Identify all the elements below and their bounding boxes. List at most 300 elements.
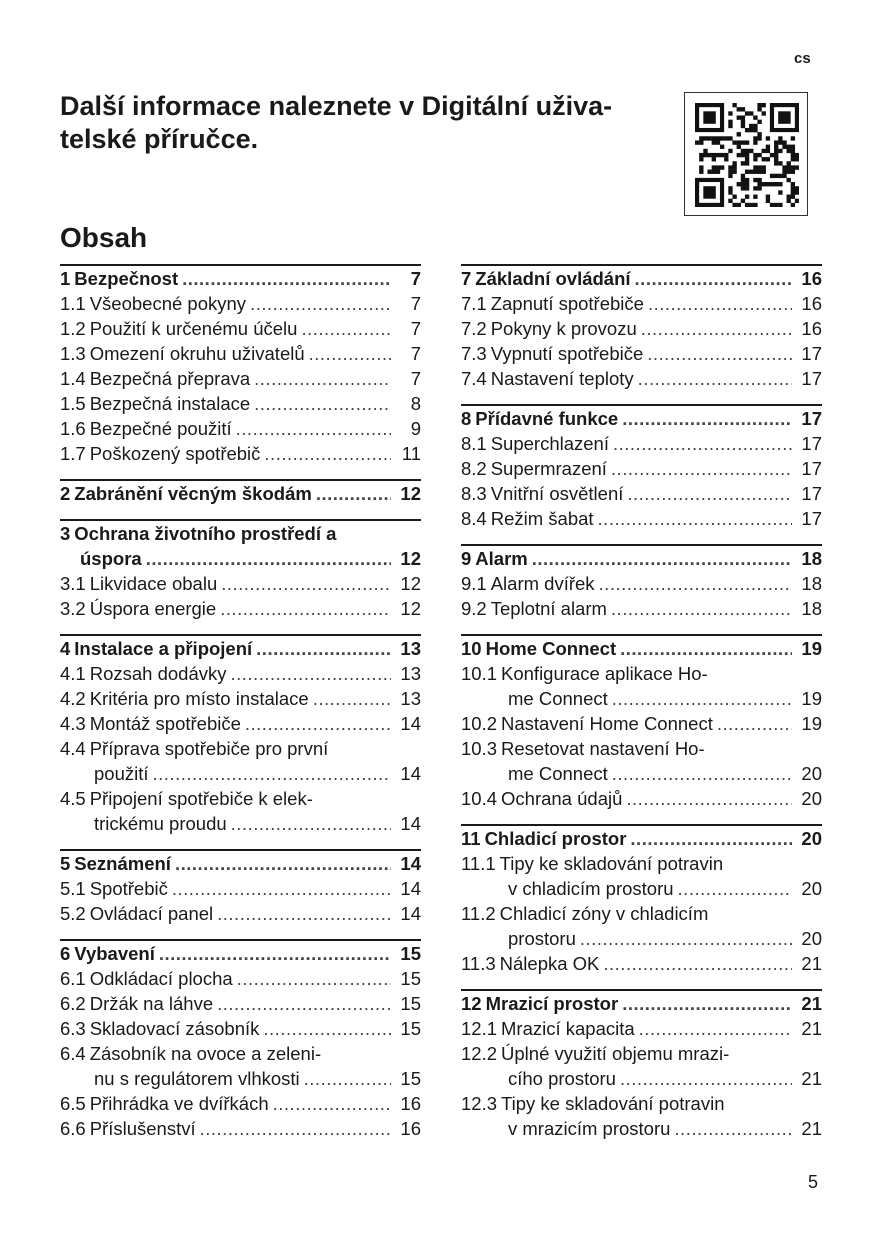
toc-section-1 [60,264,421,466]
entry-number: 3.1 [60,573,86,594]
entry-number: 1.1 [60,293,86,314]
entry-label: Ochrana údajů [501,788,623,809]
entry-page: 17 [801,368,822,389]
entry-label: Supermrazení [490,458,607,479]
leader-dots [626,786,792,811]
leader-dots [316,481,391,506]
leader-dots [641,316,792,341]
entry-number: 11.1 [461,853,496,874]
entry-page: 7 [410,268,421,289]
toc-entry[interactable] [461,341,822,366]
toc-entry-continuation[interactable] [60,1066,421,1091]
leader-dots [245,711,391,736]
toc-entry[interactable] [461,481,822,506]
entry-page: 17 [801,483,822,504]
entry-label: Montáž spotřebiče [89,713,241,734]
entry-page: 20 [801,928,822,949]
entry-page: 19 [801,638,822,659]
entry-page: 13 [400,638,421,659]
entry-page: 16 [801,268,822,289]
leader-dots [250,291,391,316]
entry-page: 17 [801,508,822,529]
entry-page: 21 [801,1118,822,1139]
leader-dots [647,341,792,366]
toc-entry[interactable] [60,1016,421,1041]
leader-dots [611,456,792,481]
entry-page: 16 [801,318,822,339]
toc-entry[interactable] [461,456,822,481]
entry-number: 6.4 [60,1043,86,1064]
entry-page: 16 [801,293,822,314]
entry-page: 14 [400,878,421,899]
entry-label-line-2: úspora [80,548,142,569]
leader-dots [639,1016,792,1041]
entry-label-line-2: me Connect [508,763,608,784]
toc-entry[interactable] [461,736,822,761]
entry-page: 12 [400,573,421,594]
toc-entry[interactable] [60,711,421,736]
toc-section-12 [461,989,822,1141]
toc-entry-continuation[interactable] [60,761,421,786]
entry-label: Instalace a připojení [74,638,253,659]
entry-page: 14 [400,903,421,924]
entry-page: 11 [401,443,421,464]
entry-number: 1.7 [60,443,86,464]
entry-label: Teplotní alarm [490,598,607,619]
qr-code-icon [695,103,799,207]
toc-entry[interactable] [60,291,421,316]
entry-page: 12 [400,598,421,619]
toc-entry[interactable] [461,851,822,876]
leader-dots [200,1116,391,1141]
entry-page: 18 [801,548,822,569]
toc-entry[interactable] [60,901,421,926]
entry-page: 19 [801,688,822,709]
entry-label-line-2: trickému proudu [94,813,227,834]
entry-number: 6.5 [60,1093,86,1114]
entry-number: 3.2 [60,598,86,619]
toc-entry[interactable] [461,506,822,531]
leader-dots [304,1066,391,1091]
entry-label: Vypnutí spotřebiče [490,343,644,364]
entry-label-line-1: Tipy ke skladování potravin [499,853,724,874]
toc-entry[interactable] [60,1116,421,1141]
entry-page: 14 [400,813,421,834]
toc-section-2 [60,479,421,506]
toc-entry[interactable] [60,416,421,441]
toc-entry[interactable] [60,661,421,686]
leader-dots [301,316,391,341]
toc-entry[interactable] [461,431,822,456]
toc-entry[interactable] [60,391,421,416]
leader-dots [612,686,792,711]
toc-entry[interactable] [60,366,421,391]
entry-label: Příslušenství [89,1118,196,1139]
toc-entry[interactable] [60,316,421,341]
entry-number: 1.6 [60,418,86,439]
toc-entry[interactable] [60,1041,421,1066]
entry-label-line-1: Tipy ke skladování potravin [501,1093,725,1114]
entry-page: 17 [801,343,822,364]
leader-dots [217,991,391,1016]
entry-label-line-2: cího prostoru [508,1068,616,1089]
entry-label: Nálepka OK [499,953,600,974]
entry-number: 4.3 [60,713,86,734]
entry-page: 17 [801,458,822,479]
entry-number: 12.2 [461,1043,498,1064]
entry-number: 9.1 [461,573,487,594]
entry-label: Zabránění věcným škodám [74,483,312,504]
entry-number: 1 [60,268,71,289]
entry-page: 21 [801,993,822,1014]
toc-entry[interactable] [60,736,421,761]
toc-entry[interactable] [461,316,822,341]
entry-page: 21 [801,1018,822,1039]
toc-entry[interactable] [60,991,421,1016]
entry-page: 21 [801,1068,822,1089]
toc-entry-continuation[interactable] [461,926,822,951]
entry-label: Režim šabat [490,508,594,529]
toc-title: Obsah [60,222,148,253]
toc-entry-continuation[interactable] [461,876,822,901]
entry-label: Použití k určenému účelu [89,318,298,339]
entry-number: 2 [60,483,71,504]
entry-label: Odkládací plocha [89,968,233,989]
toc-section-9 [461,544,822,621]
entry-label: Bezpečné použití [89,418,232,439]
entry-number: 10 [461,638,482,659]
entry-number: 5.1 [60,878,86,899]
leader-dots [175,851,391,876]
entry-page: 20 [801,763,822,784]
entry-number: 12.1 [461,1018,498,1039]
entry-page: 18 [801,598,822,619]
entry-label-line-2: v mrazicím prostoru [508,1118,671,1139]
toc-entry[interactable] [60,481,421,506]
toc-entry[interactable] [461,951,822,976]
entry-label-line-2: použití [94,763,149,784]
entry-number: 1.4 [60,368,86,389]
toc-entry[interactable] [461,991,822,1016]
leader-dots [182,266,391,291]
leader-dots [264,441,391,466]
entry-label: Nastavení Home Connect [501,713,713,734]
entry-number: 10.2 [461,713,498,734]
entry-page: 7 [410,318,421,339]
entry-number: 1.2 [60,318,86,339]
toc-entry[interactable] [461,1041,822,1066]
toc-entry[interactable] [461,291,822,316]
entry-number: 1.3 [60,343,86,364]
toc-entry[interactable] [60,851,421,876]
toc-entry[interactable] [60,786,421,811]
entry-page: 15 [400,1068,421,1089]
toc-column-right [461,264,822,1154]
entry-page: 12 [400,483,421,504]
entry-label: Nastavení teploty [490,368,634,389]
intro-heading [60,90,660,156]
entry-label: Mrazicí prostor [485,993,619,1014]
leader-dots [630,826,792,851]
entry-label: Home Connect [485,638,617,659]
entry-page: 15 [400,993,421,1014]
entry-label: Bezpečnost [74,268,179,289]
entry-number: 3 [60,523,71,544]
language-code: cs [794,50,811,67]
entry-label-line-1: Příprava spotřebiče pro první [89,738,329,759]
entry-page: 14 [400,763,421,784]
page-number: 5 [808,1172,819,1192]
entry-number: 10.3 [461,738,498,759]
leader-dots [159,941,391,966]
entry-label-line-2: prostoru [508,928,576,949]
toc-entry[interactable] [60,966,421,991]
entry-label: Seznámení [74,853,171,874]
entry-label: Rozsah dodávky [89,663,227,684]
entry-page: 14 [400,853,421,874]
leader-dots [620,1066,792,1091]
entry-label: Poškozený spotřebič [89,443,261,464]
toc-entry-continuation[interactable] [60,811,421,836]
toc-entry[interactable] [461,826,822,851]
leader-dots [580,926,792,951]
entry-page: 8 [410,393,421,414]
toc-entry[interactable] [461,1016,822,1041]
toc-entry-continuation[interactable] [461,1116,822,1141]
toc-section-5 [60,849,421,926]
entry-number: 8.2 [461,458,487,479]
leader-dots [717,711,792,736]
entry-label-line-1: Ochrana životního prostředí a [74,523,337,544]
entry-label: Alarm dvířek [490,573,595,594]
toc-section-11 [461,824,822,976]
leader-dots [611,596,792,621]
toc-entry[interactable] [461,1091,822,1116]
leader-dots [612,761,792,786]
toc-section-10 [461,634,822,811]
entry-page: 9 [410,418,421,439]
entry-page: 15 [400,968,421,989]
leader-dots [220,596,391,621]
entry-page: 17 [801,408,822,429]
leader-dots [635,266,792,291]
entry-label: Vybavení [74,943,155,964]
toc-entry[interactable] [461,711,822,736]
entry-page: 18 [801,573,822,594]
entry-number: 9 [461,548,472,569]
toc-entry-continuation[interactable] [461,1066,822,1091]
toc-entry[interactable] [461,571,822,596]
entry-label: Pokyny k provozu [490,318,637,339]
entry-label: Kritéria pro místo instalace [89,688,309,709]
toc-entry-continuation[interactable] [461,686,822,711]
leader-dots [678,876,792,901]
entry-number: 8.3 [461,483,487,504]
entry-page: 17 [801,433,822,454]
entry-number: 6.1 [60,968,86,989]
entry-number: 7.1 [461,293,487,314]
entry-number: 8 [461,408,472,429]
entry-label: Spotřebič [89,878,168,899]
leader-dots [674,1116,792,1141]
entry-number: 7.3 [461,343,487,364]
leader-dots [153,761,391,786]
leader-dots [648,291,792,316]
toc-entry[interactable] [60,636,421,661]
toc-entry[interactable] [461,901,822,926]
entry-number: 7 [461,268,472,289]
entry-label: Chladicí prostor [484,828,627,849]
toc-entry[interactable] [461,546,822,571]
leader-dots [627,481,792,506]
entry-label: Bezpečná instalace [89,393,251,414]
entry-number: 12 [461,993,482,1014]
entry-label: Mrazicí kapacita [501,1018,635,1039]
leader-dots [309,341,391,366]
entry-page: 12 [400,548,421,569]
leader-dots [256,636,391,661]
leader-dots [603,951,792,976]
entry-number: 4.2 [60,688,86,709]
entry-label: Ovládací panel [89,903,214,924]
entry-label-line-1: Zásobník na ovoce a zeleni- [89,1043,322,1064]
entry-label-line-1: Konfigurace aplikace Ho- [501,663,708,684]
entry-number: 12.3 [461,1093,498,1114]
entry-label-line-2: v chladicím prostoru [508,878,674,899]
leader-dots [313,686,391,711]
entry-label-line-1: Chladicí zóny v chladicím [499,903,709,924]
entry-label: Likvidace obalu [89,573,218,594]
toc-entry[interactable] [461,786,822,811]
leader-dots [638,366,792,391]
entry-page: 21 [801,953,822,974]
entry-label: Omezení okruhu uživatelů [89,343,305,364]
toc-section-3 [60,519,421,621]
intro-line-1: Další informace naleznete v Digitální uživa- [60,91,613,121]
entry-page: 20 [801,878,822,899]
leader-dots [217,901,391,926]
toc-entry[interactable] [461,636,822,661]
entry-label: Úspora energie [89,598,217,619]
entry-page: 13 [400,688,421,709]
entry-page: 13 [400,663,421,684]
entry-label-line-1: Resetovat nastavení Ho- [501,738,705,759]
toc-entry[interactable] [60,521,421,546]
entry-label-line-2: nu s regulátorem vlhkosti [94,1068,300,1089]
entry-page: 7 [410,368,421,389]
entry-page: 16 [400,1093,421,1114]
entry-label: Zapnutí spotřebiče [490,293,644,314]
toc-entry[interactable] [60,341,421,366]
leader-dots [622,406,792,431]
entry-page: 7 [410,293,421,314]
entry-label-line-2: me Connect [508,688,608,709]
toc-entry[interactable] [60,941,421,966]
toc-entry-continuation[interactable] [461,761,822,786]
entry-page: 20 [801,788,822,809]
toc-entry[interactable] [461,266,822,291]
entry-number: 7.2 [461,318,487,339]
toc-section-7 [461,264,822,391]
leader-dots [254,391,391,416]
entry-number: 9.2 [461,598,487,619]
toc-entry[interactable] [461,596,822,621]
entry-number: 6.2 [60,993,86,1014]
toc-entry[interactable] [60,686,421,711]
entry-number: 11.3 [461,953,496,974]
entry-number: 4.5 [60,788,86,809]
toc-entry[interactable] [461,406,822,431]
entry-number: 6 [60,943,71,964]
entry-label: Alarm [475,548,528,569]
entry-number: 4.4 [60,738,86,759]
leader-dots [231,661,392,686]
entry-page: 15 [400,943,421,964]
toc-entry-continuation[interactable] [60,546,421,571]
toc-entry[interactable] [60,441,421,466]
entry-label: Superchlazení [490,433,609,454]
toc-entry[interactable] [60,876,421,901]
toc-entry[interactable] [60,571,421,596]
entry-page: 15 [400,1018,421,1039]
qr-code [684,92,808,216]
entry-number: 11 [461,828,481,849]
leader-dots [620,636,792,661]
leader-dots [532,546,792,571]
toc-section-8 [461,404,822,531]
entry-number: 11.2 [461,903,496,924]
intro-line-2: telské příručce. [60,124,259,154]
entry-number: 5 [60,853,71,874]
entry-label: Bezpečná přeprava [89,368,251,389]
leader-dots [613,431,792,456]
toc-column-left [60,264,421,1154]
leader-dots [221,571,391,596]
leader-dots [254,366,391,391]
entry-number: 8.4 [461,508,487,529]
toc-entry[interactable] [60,1091,421,1116]
entry-label: Základní ovládání [475,268,631,289]
entry-label-line-1: Připojení spotřebiče k elek- [89,788,313,809]
leader-dots [598,506,792,531]
entry-label: Skladovací zásobník [89,1018,260,1039]
entry-page: 20 [801,828,822,849]
toc-entry[interactable] [60,266,421,291]
entry-page: 16 [400,1118,421,1139]
leader-dots [172,876,391,901]
leader-dots [622,991,792,1016]
toc-entry[interactable] [60,596,421,621]
entry-label-line-1: Úplné využití objemu mrazi- [501,1043,730,1064]
entry-label: Přihrádka ve dvířkách [89,1093,269,1114]
leader-dots [236,416,391,441]
entry-number: 6.6 [60,1118,86,1139]
leader-dots [231,811,391,836]
entry-label: Přídavné funkce [475,408,619,429]
entry-page: 7 [410,343,421,364]
entry-number: 4 [60,638,71,659]
toc-section-6 [60,939,421,1141]
entry-label: Všeobecné pokyny [89,293,247,314]
toc-entry[interactable] [461,661,822,686]
leader-dots [237,966,391,991]
entry-number: 10.1 [461,663,498,684]
entry-number: 6.3 [60,1018,86,1039]
leader-dots [146,546,391,571]
entry-number: 10.4 [461,788,498,809]
entry-number: 7.4 [461,368,487,389]
toc-entry[interactable] [461,366,822,391]
